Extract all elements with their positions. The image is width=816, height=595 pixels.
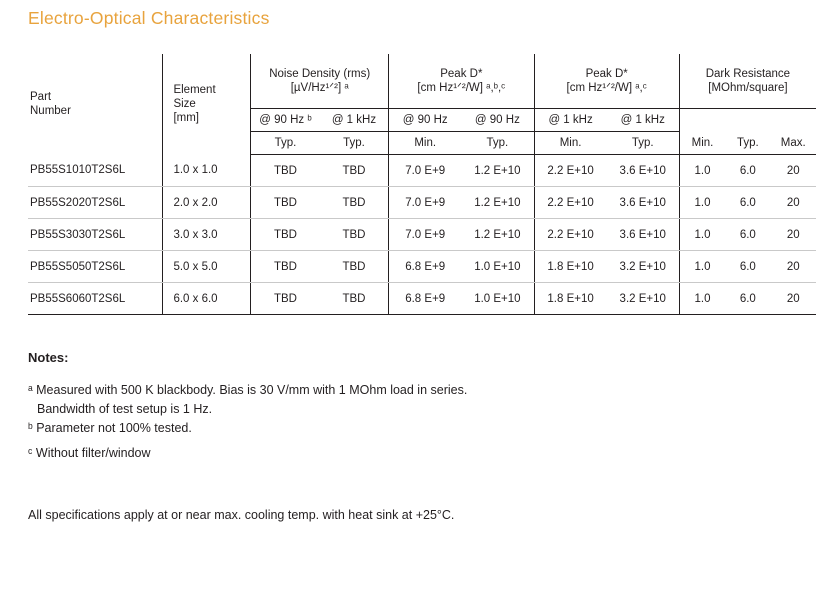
cell-element-size: 6.0 x 6.0 (163, 283, 251, 315)
header-stat-peak2-typ: Typ. (607, 132, 680, 155)
cell-peak2-typ: 3.6 E+10 (607, 155, 680, 187)
cell-noise-90hz-typ: TBD (251, 219, 320, 251)
note-a-continued: Bandwidth of test setup is 1 Hz. (37, 402, 213, 416)
cell-peak1-min: 6.8 E+9 (389, 283, 462, 315)
header-dark-spacer-2 (725, 109, 770, 132)
header-part-number-line2: Number (30, 105, 71, 118)
header-dark-spacer-1 (679, 109, 725, 132)
cell-dark-typ: 6.0 (725, 155, 770, 187)
cell-element-size: 3.0 x 3.0 (163, 219, 251, 251)
header-stat-peak1-min: Min. (389, 132, 462, 155)
header-element-size-line2: Size (173, 98, 196, 111)
header-element-size-line3: [mm] (173, 112, 200, 125)
header-element-size (163, 54, 251, 155)
cell-noise-1khz-typ: TBD (320, 251, 389, 283)
header-part-number (28, 54, 163, 155)
electro-optical-characteristics-table (28, 54, 816, 315)
cell-noise-1khz-typ: TBD (320, 187, 389, 219)
cell-dark-min: 1.0 (679, 155, 725, 187)
header-freq-peak2-min: @ 1 kHz (534, 109, 607, 132)
cell-dark-min: 1.0 (679, 219, 725, 251)
header-stat-noise-1khz: Typ. (320, 132, 389, 155)
cell-peak1-typ: 1.2 E+10 (461, 155, 534, 187)
page-title: Electro-Optical Characteristics (28, 8, 270, 28)
cell-element-size: 1.0 x 1.0 (163, 155, 251, 187)
header-stat-peak1-typ: Typ. (461, 132, 534, 155)
cell-noise-1khz-typ: TBD (320, 219, 389, 251)
header-stat-dark-typ: Typ. (725, 132, 770, 155)
header-peak-dstar-1 (389, 54, 534, 109)
cell-dark-max: 20 (771, 251, 816, 283)
table-row (28, 251, 816, 283)
cell-element-size: 5.0 x 5.0 (163, 251, 251, 283)
cell-peak2-min: 2.2 E+10 (534, 155, 607, 187)
cell-dark-min: 1.0 (679, 251, 725, 283)
cell-dark-max: 20 (771, 155, 816, 187)
cell-dark-typ: 6.0 (725, 187, 770, 219)
header-dark-resistance-line1: Dark Resistance (705, 67, 791, 80)
header-peak-dstar-1-line2: [cm Hz¹ᐟ²/W] ᵃ,ᵇ,ᶜ (417, 82, 506, 94)
cell-peak1-typ: 1.0 E+10 (461, 251, 534, 283)
cell-peak2-typ: 3.6 E+10 (607, 219, 680, 251)
cell-dark-max: 20 (771, 283, 816, 315)
cell-noise-90hz-typ: TBD (251, 187, 320, 219)
header-peak-dstar-2 (534, 54, 679, 109)
header-dark-resistance (679, 54, 816, 109)
cell-peak1-typ: 1.2 E+10 (461, 219, 534, 251)
cell-peak1-min: 7.0 E+9 (389, 219, 462, 251)
cell-dark-max: 20 (771, 219, 816, 251)
footer-note: All specifications apply at or near max. cooling temp. with heat sink at +25°C. (28, 508, 455, 522)
cell-dark-typ: 6.0 (725, 219, 770, 251)
cell-peak1-min: 7.0 E+9 (389, 187, 462, 219)
cell-part-number: PB55S3030T2S6L (28, 219, 163, 251)
cell-dark-typ: 6.0 (725, 251, 770, 283)
header-peak-dstar-2-line2: [cm Hz¹ᐟ²/W] ᵃ,ᶜ (566, 82, 647, 94)
cell-peak1-typ: 1.2 E+10 (461, 187, 534, 219)
cell-peak2-typ: 3.6 E+10 (607, 187, 680, 219)
header-freq-noise-1khz: @ 1 kHz (320, 109, 389, 132)
cell-dark-min: 1.0 (679, 187, 725, 219)
header-stat-dark-max: Max. (771, 132, 816, 155)
cell-dark-max: 20 (771, 187, 816, 219)
cell-peak2-typ: 3.2 E+10 (607, 251, 680, 283)
cell-peak2-min: 1.8 E+10 (534, 251, 607, 283)
header-freq-peak2-typ: @ 1 kHz (607, 109, 680, 132)
cell-peak1-typ: 1.0 E+10 (461, 283, 534, 315)
cell-noise-1khz-typ: TBD (320, 283, 389, 315)
header-peak-dstar-2-line1: Peak D* (585, 67, 628, 80)
table-row (28, 219, 816, 251)
header-noise-density-line2: [µV/Hz¹ᐟ²] ᵃ (290, 82, 349, 94)
header-freq-noise-90hz: @ 90 Hz ᵇ (251, 109, 320, 132)
header-stat-peak2-min: Min. (534, 132, 607, 155)
header-dark-spacer-3 (771, 109, 816, 132)
notes-heading: Notes: (28, 350, 69, 365)
cell-part-number: PB55S5050T2S6L (28, 251, 163, 283)
header-part-number-line1: Part (30, 90, 52, 103)
note-b: ᵇ Parameter not 100% tested. (28, 421, 192, 435)
cell-peak1-min: 6.8 E+9 (389, 251, 462, 283)
header-freq-peak1-min: @ 90 Hz (389, 109, 462, 132)
cell-dark-min: 1.0 (679, 283, 725, 315)
cell-noise-90hz-typ: TBD (251, 155, 320, 187)
cell-noise-90hz-typ: TBD (251, 251, 320, 283)
cell-peak2-min: 1.8 E+10 (534, 283, 607, 315)
cell-noise-1khz-typ: TBD (320, 155, 389, 187)
header-stat-noise-90hz: Typ. (251, 132, 320, 155)
table-row (28, 187, 816, 219)
cell-dark-typ: 6.0 (725, 283, 770, 315)
table-row (28, 155, 816, 187)
note-c: ᶜ Without filter/window (28, 446, 151, 460)
header-noise-density-line1: Noise Density (rms) (269, 67, 371, 80)
header-dark-resistance-line2: [MOhm/square] (708, 82, 788, 94)
cell-peak2-min: 2.2 E+10 (534, 219, 607, 251)
table-row (28, 283, 816, 315)
header-peak-dstar-1-line1: Peak D* (440, 67, 483, 80)
header-element-size-line1: Element (173, 83, 216, 96)
header-noise-density (251, 54, 389, 109)
header-stat-dark-min: Min. (679, 132, 725, 155)
cell-noise-90hz-typ: TBD (251, 283, 320, 315)
cell-part-number: PB55S2020T2S6L (28, 187, 163, 219)
note-a: ᵃ Measured with 500 K blackbody. Bias is 30 V/mm with 1 MOhm load in series. (28, 383, 468, 397)
header-freq-peak1-typ: @ 90 Hz (461, 109, 534, 132)
cell-element-size: 2.0 x 2.0 (163, 187, 251, 219)
cell-part-number: PB55S1010T2S6L (28, 155, 163, 187)
cell-peak2-typ: 3.2 E+10 (607, 283, 680, 315)
cell-part-number: PB55S6060T2S6L (28, 283, 163, 315)
table-header-group-row (28, 54, 816, 109)
cell-peak1-min: 7.0 E+9 (389, 155, 462, 187)
cell-peak2-min: 2.2 E+10 (534, 187, 607, 219)
